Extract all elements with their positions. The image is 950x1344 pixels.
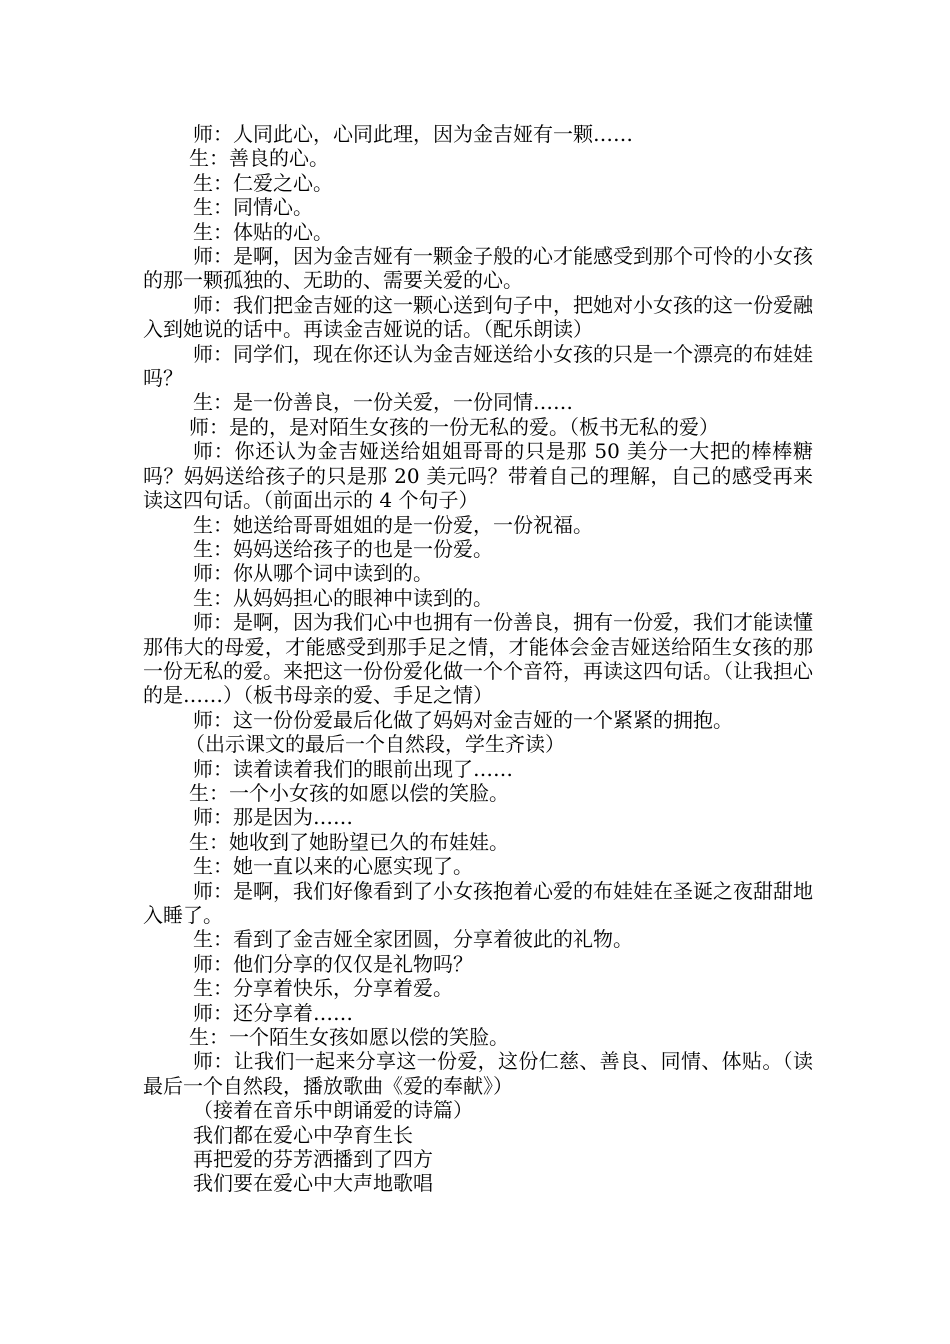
paragraph-28: 师：还分享着…… [193, 1000, 353, 1025]
paragraph-32: 我们都在爱心中孕育生长 [193, 1122, 413, 1147]
paragraph-14: 师：你从哪个词中读到的。 [193, 561, 433, 586]
document-page [143, 122, 813, 1196]
paragraph-19: 师：读着读着我们的眼前出现了…… [193, 756, 513, 781]
paragraph-11: 师：你还认为金吉娅送给姐姐哥哥的只是那 50 美分一大把的棒棒糖吗？妈妈送给孩子的只是那 20 美元吗？带着自己的理解，自己的感受再来读这四句话。（前面出示的 4 个句子） [143, 439, 813, 513]
paragraph-16: 师：是啊，因为我们心中也拥有一份善良，拥有一份爱，我们才能读懂那伟大的母爱，才能感受到那手足之情，才能体会金吉娅送给陌生女孩的那一份无私的爱。来把这一份份爱化做一个个音符，再读这四句话。（让我担心的是……）（板书母亲的爱、手足之情） [143, 610, 813, 708]
paragraph-23: 生：她一直以来的心愿实现了。 [193, 854, 473, 879]
paragraph-15: 生：从妈妈担心的眼神中读到的。 [193, 585, 493, 610]
paragraph-26: 师：他们分享的仅仅是礼物吗？ [193, 951, 473, 976]
paragraph-6: 师：是啊，因为金吉娅有一颗金子般的心才能感受到那个可怜的小女孩的那一颗孤独的、无助的、需要关爱的心。 [143, 244, 813, 293]
paragraph-33: 再把爱的芬芳洒播到了四方 [193, 1147, 433, 1172]
paragraph-27: 生：分享着快乐，分享着爱。 [193, 976, 453, 1001]
paragraph-29: 生：一个陌生女孩如愿以偿的笑脸。 [189, 1025, 509, 1050]
paragraph-24: 师：是啊，我们好像看到了小女孩抱着心爱的布娃娃在圣诞之夜甜甜地入睡了。 [143, 878, 813, 927]
paragraph-3: 生：仁爱之心。 [193, 170, 333, 195]
paragraph-17: 师：这一份份爱最后化做了妈妈对金吉娅的一个紧紧的拥抱。 [193, 707, 733, 732]
paragraph-13: 生：妈妈送给孩子的也是一份爱。 [193, 536, 493, 561]
paragraph-18: （出示课文的最后一个自然段，学生齐读） [185, 732, 565, 757]
paragraph-34: 我们要在爱心中大声地歌唱 [193, 1171, 433, 1196]
paragraph-1: 师：人同此心，心同此理，因为金吉娅有一颗…… [193, 122, 633, 146]
paragraph-5: 生：体贴的心。 [193, 219, 333, 244]
paragraph-10: 师：是的，是对陌生女孩的一份无私的爱。（板书无私的爱） [189, 414, 719, 439]
paragraph-21: 师：那是因为…… [193, 805, 353, 830]
paragraph-12: 生：她送给哥哥姐姐的是一份爱，一份祝福。 [193, 512, 593, 537]
paragraph-9: 生：是一份善良，一份关爱，一份同情…… [193, 390, 573, 415]
paragraph-4: 生：同情心。 [193, 195, 313, 220]
paragraph-8: 师：同学们，现在你还认为金吉娅送给小女孩的只是一个漂亮的布娃娃吗？ [143, 341, 813, 391]
paragraph-7: 师：我们把金吉娅的这一颗心送到句子中，把她对小女孩的这一份爱融入到她说的话中。再读金吉娅说的话。（配乐朗读） [143, 292, 813, 342]
paragraph-30: 师：让我们一起来分享这一份爱，这份仁慈、善良、同情、体贴。（读最后一个自然段，播放歌曲《爱的奉献》） [143, 1049, 813, 1098]
paragraph-20: 生：一个小女孩的如愿以偿的笑脸。 [189, 780, 509, 805]
paragraph-2: 生：善良的心。 [189, 146, 329, 171]
paragraph-31: （接着在音乐中朗诵爱的诗篇） [193, 1098, 473, 1123]
paragraph-22: 生：她收到了她盼望已久的布娃娃。 [189, 829, 509, 854]
paragraph-25: 生：看到了金吉娅全家团圆，分享着彼此的礼物。 [193, 927, 633, 952]
